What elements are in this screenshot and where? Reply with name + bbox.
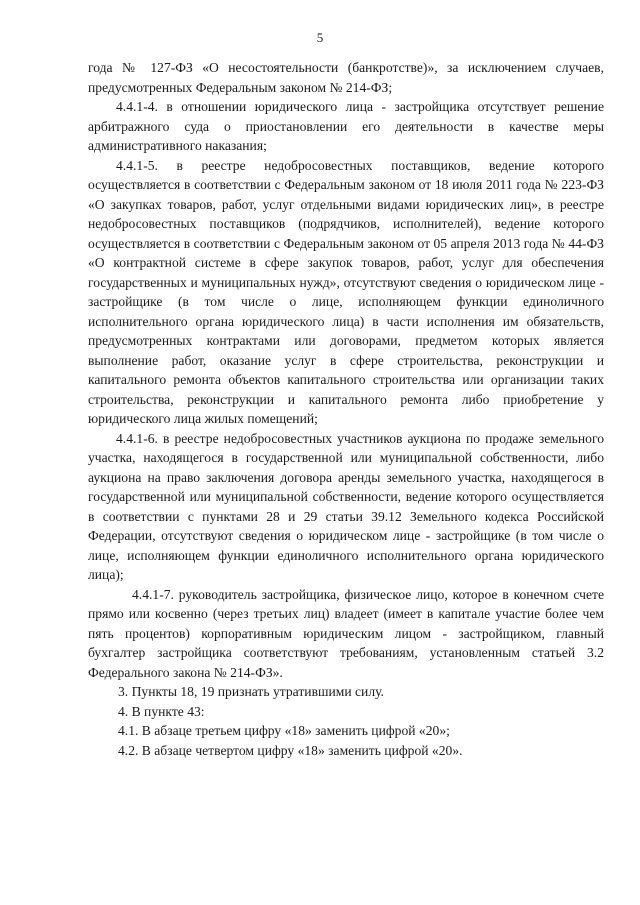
paragraph-item-4: 4. В пункте 43: xyxy=(118,703,205,719)
paragraph-4-4-1-5: 4.4.1-5. в реестре недобросовестных поставщиков, ведение которого осуществляется в соответствии с Федеральным законом от 18 июля 2011 года № 223-ФЗ «О закупках товаров, работ, услуг отдельными видами юридических лиц», в реестре недобросовестных поставщиков (подрядчиков, исполнителей), ведение которого осуществляется в соответствии с Федеральным законом от 05 апреля 2013 года № 44-ФЗ «О контрактной системе в сфере закупок товаров, работ, услуг для обеспечения государственных и муниципальных нужд», отсутствуют сведения о юридическом лице - застройщике (в том числе о лице, исполняющем функции единоличного исполнительного органа юридического лица) в части исполнения им обязательств, предусмотренных контрактами или договорами, предметом которых является выполнение работ, оказание услуг в сфере строительства, реконструкции и капитального ремонта объектов капитального строительства или организации таких строительства, реконструкции и капитального ремонта либо приобретение у юридического лица жилых помещений; xyxy=(88,157,604,426)
page-number: 5 xyxy=(316,30,324,45)
paragraph-item-4-2: 4.2. В абзаце четвертом цифру «18» заменить цифрой «20». xyxy=(118,742,463,758)
paragraph-4-4-1-7: 4.4.1-7. руководитель застройщика, физическое лицо, которое в конечном счете прямо или косвенно (через третьих лиц) владеет (имеет в капитале участие более чем пять процентов) корпоративным юридическим лицом - застройщиком, главный бухгалтер застройщика соответствуют требованиям, установленным статьей 3.2 Федерального закона № 214-ФЗ». xyxy=(88,586,604,680)
paragraph-4-4-1-4: 4.4.1-4. в отношении юридического лица - застройщика отсутствует решение арбитражного суда о приостановлении его деятельности в качестве меры административного наказания; xyxy=(88,99,604,153)
paragraph-item-3: 3. Пункты 18, 19 признать утратившими силу. xyxy=(118,684,384,699)
document-body xyxy=(88,58,604,760)
paragraph-continuation: года № 127-ФЗ «О несостоятельности (банкротстве)», за исключением случаев, предусмотренных Федеральным законом № 214-ФЗ; xyxy=(88,60,604,95)
paragraph-4-4-1-6: 4.4.1-6. в реестре недобросовестных участников аукциона по продаже земельного участка, находящегося в государственной или муниципальной собственности, либо аукциона на право заключения договора аренды земельного участка, находящегося в государственной или муниципальной собственности, ведение которого осуществляется в соответствии с пунктами 28 и 29 статьи 39.12 Земельного кодекса Российской Федерации, отсутствуют сведения о юридическом лице - застройщике (в том числе о лице, исполняющем функции единоличного исполнительного органа юридического лица); xyxy=(88,430,604,582)
paragraph-item-4-1: 4.1. В абзаце третьем цифру «18» заменить цифрой «20»; xyxy=(118,723,450,738)
